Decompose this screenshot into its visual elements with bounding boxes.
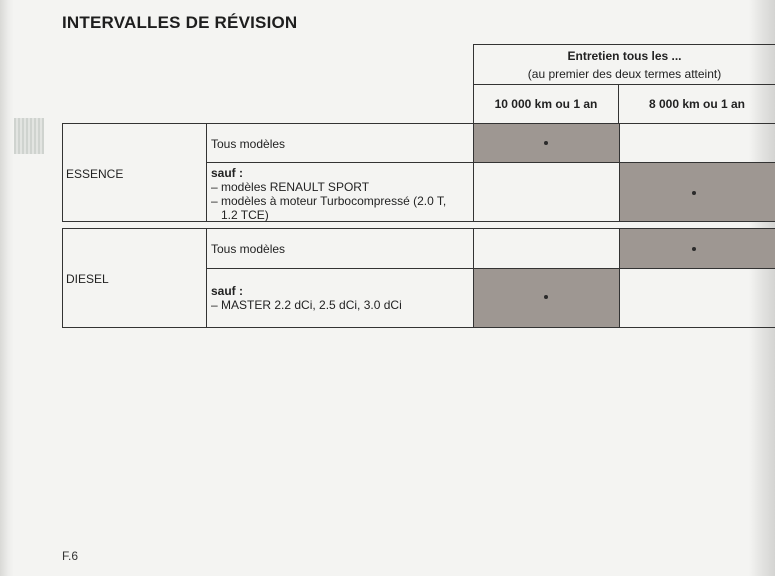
column-header-10000km: 10 000 km ou 1 an: [473, 85, 619, 123]
exception-item: – MASTER 2.2 dCi, 2.5 dCi, 3.0 dCi: [211, 298, 402, 312]
exception-item: 1.2 TCE): [211, 208, 269, 222]
diesel-all-models: [211, 242, 285, 256]
page-number: F.6: [62, 549, 79, 563]
essence-all-models: [211, 137, 285, 151]
page-title: INTERVALLES DE RÉVISION: [62, 13, 298, 32]
exception-item: – modèles à moteur Turbocompressé (2.0 T,: [211, 194, 447, 208]
row-label: Tous modèles: [211, 242, 286, 256]
row-label: Tous modèles: [211, 137, 286, 151]
interval-header-title: Entretien tous les ...: [567, 49, 682, 63]
fuel-label-diesel: DIESEL: [66, 272, 109, 286]
exception-heading: sauf :: [211, 284, 244, 298]
fuel-label-essence: ESSENCE: [66, 167, 124, 181]
diesel-exceptions: [211, 284, 402, 312]
interval-header-note: (au premier des deux termes atteint): [527, 67, 722, 81]
exception-heading: sauf :: [211, 166, 244, 180]
essence-exceptions: [211, 166, 446, 222]
column-header-8000km: 8 000 km ou 1 an: [648, 97, 746, 111]
exception-item: – modèles RENAULT SPORT: [211, 180, 370, 194]
